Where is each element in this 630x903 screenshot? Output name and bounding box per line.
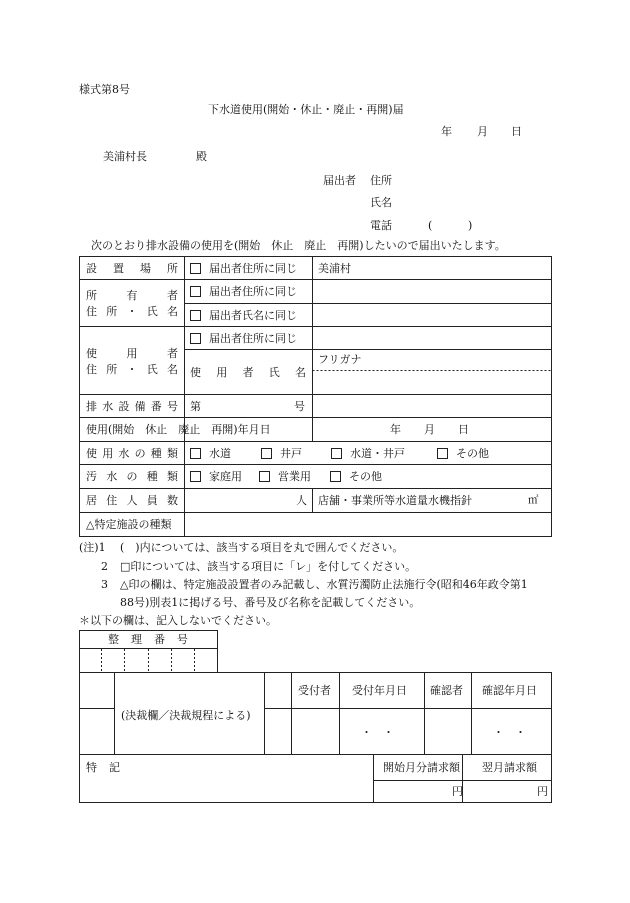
meter-unit: ㎥	[528, 494, 539, 507]
water-type-option-3[interactable]: その他	[437, 442, 489, 464]
next-month-yen: 円	[537, 785, 548, 798]
phone-label: 電話	[370, 219, 392, 232]
checkbox-icon	[190, 286, 201, 297]
applicant-label: 届出者	[323, 174, 356, 187]
user-name-label: 使 用 者 氏 名	[190, 365, 306, 379]
checkbox-icon	[190, 310, 201, 321]
sewage-type-option-2[interactable]: その他	[330, 465, 382, 488]
name-label: 氏名	[370, 196, 392, 209]
phone-paren-open: (	[428, 219, 433, 232]
use-date-day: 日	[458, 423, 469, 436]
meter-label: 店舗・事業所等水道量水機指針	[318, 494, 472, 507]
start-month-yen: 円	[452, 785, 463, 798]
statement: 次のとおり排水設備の使用を(開始 休止 廃止 再開)したいので届出いたします。	[91, 239, 506, 252]
confirmed-date-dots: ・ ・	[493, 725, 526, 739]
drain-number-label: 排 水 設 備 番 号	[86, 399, 178, 413]
phone-paren-close: )	[468, 219, 473, 232]
residents-label: 居 住 人 員 数	[86, 494, 178, 507]
confirmer-label: 確認者	[430, 684, 463, 697]
form-number: 様式第8号	[79, 83, 130, 96]
user-label-line2: 住 所 ・ 氏 名	[86, 362, 178, 376]
note-2-num: 2	[101, 560, 108, 573]
received-date-label: 受付年月日	[352, 684, 407, 697]
install-location-checkbox[interactable]: 届出者住所に同じ	[190, 257, 297, 279]
receiver-label: 受付者	[298, 684, 331, 697]
furigana-label: フリガナ	[318, 353, 362, 366]
note-1: ( )内については、該当する項目を丸で囲んでください。	[120, 541, 404, 554]
date-month-label: 月	[477, 125, 488, 138]
owner-label-line1: 所 有 者	[86, 288, 178, 302]
next-month-billing-label: 翌月請求額	[482, 761, 537, 774]
office-use-note: ＊以下の欄は、記入しないでください。	[79, 614, 277, 627]
note-3-line1: △印の欄は、特定施設設置者のみ記載し、水質汚濁防止法施行令(昭和46年政令第1	[120, 578, 528, 591]
install-location-value: 美浦村	[318, 261, 351, 275]
owner-label-line2: 住 所 ・ 氏 名	[86, 304, 178, 318]
sewage-type-option-0[interactable]: 家庭用	[190, 465, 242, 488]
received-date-dots: ・ ・	[361, 725, 394, 739]
sewage-type-option-1[interactable]: 営業用	[259, 465, 311, 488]
address-label: 住所	[370, 174, 392, 187]
ref-number-label: 整 理 番 号	[108, 633, 188, 646]
checkbox-icon	[190, 471, 201, 482]
checkbox-icon	[190, 448, 201, 459]
residents-unit: 人	[296, 494, 307, 507]
user-label-line1: 使 用 者	[86, 346, 178, 360]
note-3-line2: 88号)別表1に掲げる号、番号及び名称を記載してください。	[120, 596, 421, 609]
special-notes-label: 特 記	[86, 760, 120, 774]
checkbox-icon	[437, 448, 448, 459]
water-type-option-1[interactable]: 井戸	[261, 442, 302, 464]
use-date-label: 使用(開始 休止 廃止 再開)年月日	[86, 423, 271, 436]
drain-number-suffix: 号	[294, 399, 305, 413]
note-prefix: (注)1	[79, 541, 106, 554]
checkbox-icon	[190, 263, 201, 274]
addressee: 美浦村長	[103, 150, 147, 163]
honorific: 殿	[196, 150, 207, 163]
checkbox-icon	[331, 448, 342, 459]
owner-name-checkbox[interactable]: 届出者氏名に同じ	[190, 304, 297, 326]
water-type-option-2[interactable]: 水道・井戸	[331, 442, 405, 464]
user-address-checkbox[interactable]: 届出者住所に同じ	[190, 327, 297, 349]
use-date-year: 年	[390, 423, 401, 436]
date-day-label: 日	[511, 125, 522, 138]
note-2: □印については、該当する項目に「レ」を付してください。	[120, 560, 417, 573]
checkbox-icon	[190, 333, 201, 344]
use-date-month: 月	[424, 423, 435, 436]
approval-label: (決裁欄／決裁規程による)	[121, 708, 251, 722]
install-location-label: 設 置 場 所	[86, 261, 178, 275]
water-type-label: 使 用 水 の 種 類	[86, 446, 178, 460]
owner-address-checkbox[interactable]: 届出者住所に同じ	[190, 280, 297, 303]
start-month-billing-label: 開始月分請求額	[383, 761, 460, 774]
water-type-option-0[interactable]: 水道	[190, 442, 231, 464]
checkbox-icon	[261, 448, 272, 459]
checkbox-icon	[259, 471, 270, 482]
form-title: 下水道使用(開始・休止・廃止・再開)届	[208, 103, 404, 116]
confirmed-date-label: 確認年月日	[482, 684, 537, 697]
note-3-num: 3	[101, 578, 108, 591]
date-year-label: 年	[441, 125, 452, 138]
checkbox-icon	[330, 471, 341, 482]
drain-number-prefix: 第	[190, 399, 201, 413]
special-facility-label: △特定施設の種類	[86, 518, 172, 531]
sewage-type-label: 汚 水 の 種 類	[86, 470, 178, 483]
